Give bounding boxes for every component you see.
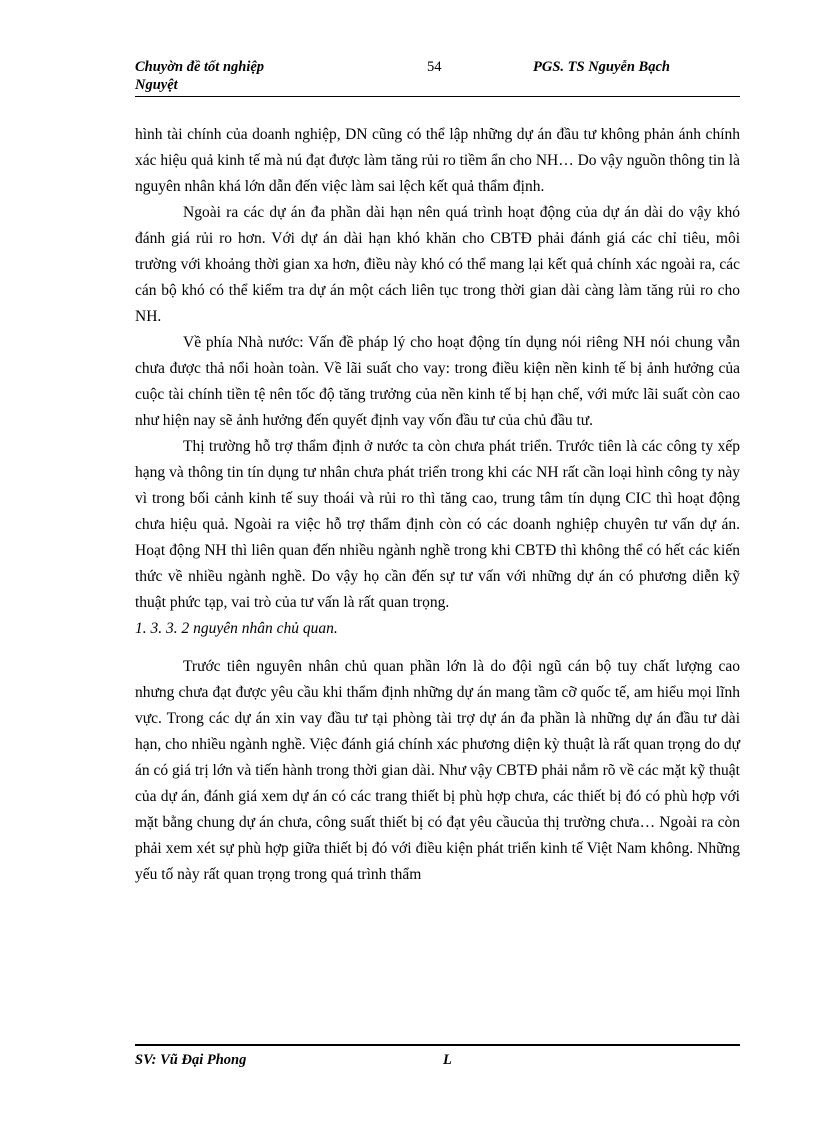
footer-center-label: L <box>443 1052 452 1068</box>
paragraph-5: Trước tiên nguyên nhân chủ quan phần lớn là do đội ngũ cán bộ tuy chất lượng cao nhưng chưa đạt được yêu cầu khi thẩm định những dự án mang tầm cỡ quốc tế, am hiểu mọi lĩnh vực. Trong các dự án xin vay đầu tư tại phòng tài trợ dự án đa phần là những dự án đầu tư dài hạn, cho nhiều ngành nghề. Việc đánh giá chính xác phương diện kỳ thuật là rất quan trọng do dự án có giá trị lớn và tiến hành trong thời gian dài. Như vậy CBTĐ phải nắm rõ về các mặt kỹ thuật của dự án, đánh giá xem dự án có các trang thiết bị phù hợp chưa, các thiết bị đó có phù hợp với mặt bằng chung dự án chưa, công suất thiết bị có đạt yêu cầucủa thị trường chưa… Ngoài ra còn phải xem xét sự phù hợp giữa thiết bị đó với điều kiện phát triển kinh tế Việt Nam không. Những yếu tố này rất quan trọng trong quá trình thẩm <box>135 658 740 883</box>
paragraph-3: Về phía Nhà nước: Vấn đề pháp lý cho hoạt động tín dụng nói riêng NH nói chung vẫn chưa được thả nổi hoàn toàn. Về lãi suất cho vay: trong điều kiện nền kinh tế bị ảnh hưởng của cuộc tài chính tiền tệ nên tốc độ tăng trưởng của nền kinh tế bị hạn chế, với mức lãi suất còn cao như hiện nay sẽ ảnh hưởng đến quyết định vay vốn đầu tư của chủ đầu tư. <box>135 334 740 429</box>
page-header <box>135 58 740 97</box>
section-heading: 1. 3. 3. 2 nguyên nhân chủ quan. <box>135 620 338 637</box>
page-number: 54 <box>427 59 442 75</box>
document-body <box>135 122 740 888</box>
paragraph-2: Ngoài ra các dự án đa phần dài hạn nên quá trình hoạt động của dự án dài do vậy khó đánh giá rủi ro hơn. Với dự án dài hạn khó khăn cho CBTĐ phải đánh giá các chỉ tiêu, môi trường với khoảng thời gian xa hơn, điều này khó có thể mang lại kết quả chính xác ngoài ra, các cán bộ khó có thể kiểm tra dự án một cách liên tục trong thời gian dài càng làm tăng rủi ro cho NH. <box>135 204 740 325</box>
footer-student-name: SV: Vũ Đại Phong <box>135 1052 247 1068</box>
header-right-author: PGS. TS Nguyễn Bạch <box>533 59 670 75</box>
paragraph-4: Thị trường hỗ trợ thẩm định ở nước ta còn chưa phát triển. Trước tiên là các công ty xếp hạng và thông tin tín dụng tư nhân chưa phát triển trong khi các NH rất cần loại hình công ty này vì trong bối cảnh kinh tế suy thoái và rủi ro thì tăng cao, trung tâm tín dụng CIC thì hoạt động chưa hiệu quả. Ngoài ra việc hỗ trợ thẩm định còn có các doanh nghiệp chuyên tư vấn dự án. Hoạt động NH thì liên quan đến nhiều ngành nghề trong khi CBTĐ thì không thể có hết các kiến thức về nhiều ngành nghề. Do vậy họ cần đến sự tư vấn với những dự án có phương diễn kỹ thuật phức tạp, vai trò của tư vấn là rất quan trọng. <box>135 438 740 611</box>
page-footer <box>135 1044 740 1076</box>
header-left-title: Chuyờn đề tốt nghiệp Nguyệt <box>135 59 265 93</box>
paragraph-1: hình tài chính của doanh nghiệp, DN cũng có thể lập những dự án đầu tư không phản ánh chính xác hiệu quả kinh tế mà nú đạt được làm tăng rủi ro tiềm ẩn cho NH… Do vậy nguồn thông tin là nguyên nhân khá lớn dẫn đến việc làm sai lệch kết quả thẩm định. <box>135 126 740 195</box>
